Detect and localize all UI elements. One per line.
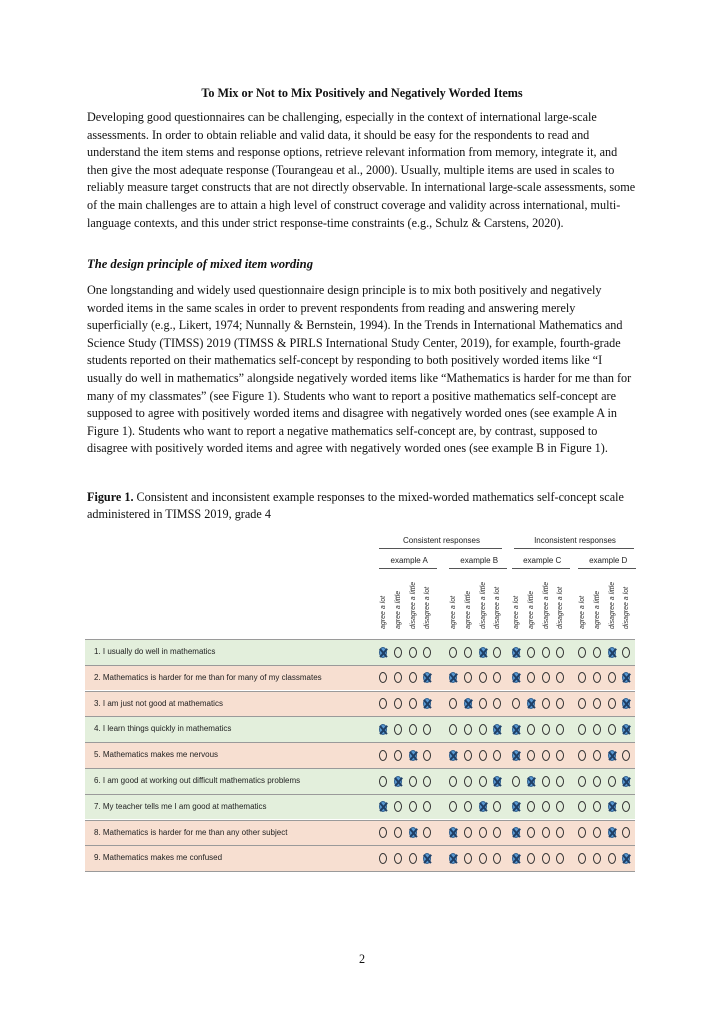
figure-example-rule: [512, 568, 570, 569]
figure-scale-label: disagree a little: [409, 581, 417, 629]
response-option-circle: [578, 827, 586, 838]
response-option-circle: [479, 672, 487, 683]
selected-response-marker: [449, 672, 457, 683]
response-option-circle: [527, 827, 535, 838]
selected-response-marker: [449, 827, 457, 838]
response-option-circle: [622, 647, 630, 658]
response-option-circle: [423, 801, 431, 812]
figure-item-text: 1. I usually do well in mathematics: [94, 647, 216, 656]
response-option-circle: [578, 801, 586, 812]
response-option-circle: [423, 647, 431, 658]
response-option-circle: [593, 750, 601, 761]
response-option-circle: [394, 647, 402, 658]
figure-caption: [87, 489, 639, 523]
response-option-circle: [622, 801, 630, 812]
response-option-circle: [608, 776, 616, 787]
response-option-circle: [464, 853, 472, 864]
figure-item-row: [85, 845, 635, 872]
figure-scale-label: disagree a lot: [424, 586, 432, 629]
response-option-circle: [493, 647, 501, 658]
response-option-circle: [394, 672, 402, 683]
selected-response-marker: [622, 698, 630, 709]
response-option-circle: [479, 698, 487, 709]
response-option-circle: [493, 698, 501, 709]
response-option-circle: [394, 827, 402, 838]
figure-scale-label: disagree a little: [542, 581, 550, 629]
selected-response-marker: [622, 672, 630, 683]
response-option-circle: [493, 853, 501, 864]
response-example-figure: [85, 532, 635, 872]
response-option-circle: [556, 801, 564, 812]
selected-response-marker: [464, 698, 472, 709]
selected-response-marker: [379, 724, 387, 735]
response-option-circle: [578, 724, 586, 735]
response-option-circle: [479, 724, 487, 735]
figure-item-row: [85, 639, 635, 665]
figure-group-label: Inconsistent responses: [534, 536, 616, 545]
figure-item-text: 5. Mathematics makes me nervous: [94, 750, 219, 760]
response-option-circle: [394, 724, 402, 735]
figure-item-text: 6. I am good at working out difficult mathematics problems: [94, 776, 301, 785]
selected-response-marker: [394, 776, 402, 787]
figure-scale-label: agree a little: [527, 590, 535, 629]
response-option-circle: [449, 801, 457, 812]
response-option-circle: [423, 776, 431, 787]
selected-response-marker: [512, 750, 520, 761]
response-option-circle: [527, 853, 535, 864]
selected-response-marker: [423, 698, 431, 709]
figure-scale-label: agree a little: [593, 590, 601, 629]
figure-item-text: 9. Mathematics makes me confused: [94, 853, 223, 863]
selected-response-marker: [493, 724, 501, 735]
figure-scale-label: disagree a little: [608, 581, 616, 629]
figure-scale-label: disagree a lot: [623, 586, 631, 629]
response-option-circle: [464, 724, 472, 735]
response-option-circle: [464, 776, 472, 787]
figure-scale-label: disagree a lot: [557, 586, 565, 629]
selected-response-marker: [608, 801, 616, 812]
figure-item-row: [85, 742, 635, 768]
figure-item-row: [85, 768, 635, 794]
figure-group-rule: [379, 548, 502, 549]
selected-response-marker: [622, 776, 630, 787]
response-option-circle: [394, 698, 402, 709]
response-option-circle: [542, 801, 550, 812]
response-option-circle: [593, 698, 601, 709]
response-option-circle: [409, 698, 417, 709]
figure-item-text: 7. My teacher tells me I am good at mathematics: [94, 801, 267, 811]
response-option-circle: [556, 698, 564, 709]
response-option-circle: [542, 698, 550, 709]
response-option-circle: [556, 724, 564, 735]
selected-response-marker: [608, 827, 616, 838]
response-option-circle: [622, 750, 630, 761]
response-option-circle: [593, 853, 601, 864]
response-option-circle: [527, 801, 535, 812]
response-option-circle: [542, 647, 550, 658]
figure-scale-label: disagree a lot: [494, 586, 502, 629]
paragraph-design-principle: One longstanding and widely used questionnaire design principle is to mix both positively and negatively worded items in the same scales in order to prevent respondents from reading and answering merely superficially (e.g., Likert, 1974; Nunnally & Bernstein, 1994). In the Trends in International Mathematics and Science Study (TIMSS) 2019 (TIMSS & PIRLS International Study Center, 2019), for example, fourth-grade students reported on their mathematics self-concept by responding to both positively worded items like “I usually do well in mathematics” alongside negatively worded items like “Mathematics is harder for me than for many of my classmates” (see Figure 1). Students who want to report a positive mathematics self-concept are supposed to agree with positively worded items and disagree with negatively worded ones (see example A in Figure 1). Students who want to report a negative mathematics self-concept are, by contrast, supposed to disagree with positively worded items and agree with negatively worded ones (see example B in Figure 1).: [87, 283, 632, 456]
response-option-circle: [542, 672, 550, 683]
response-option-circle: [527, 750, 535, 761]
response-option-circle: [423, 724, 431, 735]
response-option-circle: [593, 801, 601, 812]
response-option-circle: [512, 698, 520, 709]
selected-response-marker: [493, 776, 501, 787]
response-option-circle: [449, 724, 457, 735]
response-option-circle: [608, 853, 616, 864]
figure-item-row: [85, 820, 635, 846]
figure-example-rule: [449, 568, 507, 569]
response-option-circle: [578, 672, 586, 683]
response-option-circle: [394, 853, 402, 864]
response-option-circle: [593, 672, 601, 683]
figure-example-rule: [379, 568, 437, 569]
response-option-circle: [449, 698, 457, 709]
paper-title: To Mix or Not to Mix Positively and Negatively Worded Items: [201, 86, 523, 100]
response-option-circle: [593, 724, 601, 735]
response-option-circle: [578, 776, 586, 787]
response-option-circle: [479, 853, 487, 864]
figure-group-label: Consistent responses: [403, 536, 480, 545]
response-option-circle: [464, 750, 472, 761]
figure-example-label: example B: [460, 556, 499, 565]
response-option-circle: [542, 776, 550, 787]
response-option-circle: [409, 853, 417, 864]
response-option-circle: [527, 672, 535, 683]
figure-scale-label: agree a lot: [450, 595, 457, 629]
response-option-circle: [622, 827, 630, 838]
selected-response-marker: [512, 647, 520, 658]
figure-scale-label: agree a lot: [579, 595, 586, 629]
figure-example-label: example A: [390, 556, 428, 565]
figure-scale-label: agree a little: [394, 590, 402, 629]
response-option-circle: [449, 647, 457, 658]
response-option-circle: [379, 672, 387, 683]
response-option-circle: [479, 776, 487, 787]
response-option-circle: [379, 698, 387, 709]
selected-response-marker: [527, 776, 535, 787]
figure-caption-label: Figure 1.: [87, 490, 134, 504]
figure-item-text: 2. Mathematics is harder for me than for many of my classmates: [94, 672, 322, 682]
figure-example-rule: [578, 568, 636, 569]
response-option-circle: [409, 724, 417, 735]
response-option-circle: [608, 672, 616, 683]
response-option-circle: [593, 776, 601, 787]
response-option-circle: [379, 853, 387, 864]
response-option-circle: [493, 672, 501, 683]
figure-group-rule: [514, 548, 634, 549]
selected-response-marker: [622, 853, 630, 864]
response-option-circle: [464, 672, 472, 683]
selected-response-marker: [512, 853, 520, 864]
selected-response-marker: [512, 672, 520, 683]
response-option-circle: [493, 750, 501, 761]
selected-response-marker: [479, 801, 487, 812]
response-option-circle: [379, 827, 387, 838]
figure-item-text: 8. Mathematics is harder for me than any other subject: [94, 827, 288, 837]
response-option-circle: [556, 827, 564, 838]
figure-scale-label: agree a little: [464, 590, 472, 629]
selected-response-marker: [479, 647, 487, 658]
figure-item-text: 3. I am just not good at mathematics: [94, 698, 223, 708]
selected-response-marker: [379, 801, 387, 812]
selected-response-marker: [512, 724, 520, 735]
response-option-circle: [578, 750, 586, 761]
response-option-circle: [542, 724, 550, 735]
figure-example-label: example C: [523, 556, 562, 565]
response-option-circle: [479, 750, 487, 761]
figure-item-row: [85, 716, 635, 742]
response-option-circle: [409, 776, 417, 787]
response-option-circle: [464, 647, 472, 658]
selected-response-marker: [512, 827, 520, 838]
figure-item-row: [85, 665, 635, 691]
section-heading: The design principle of mixed item wording: [87, 257, 313, 271]
response-option-circle: [423, 750, 431, 761]
response-option-circle: [608, 724, 616, 735]
response-option-circle: [527, 647, 535, 658]
page-number: 2: [358, 952, 366, 966]
response-option-circle: [608, 698, 616, 709]
response-option-circle: [512, 776, 520, 787]
figure-example-label: example D: [589, 556, 628, 565]
response-option-circle: [556, 853, 564, 864]
response-option-circle: [542, 827, 550, 838]
response-option-circle: [479, 827, 487, 838]
figure-scale-label: disagree a little: [479, 581, 487, 629]
response-option-circle: [449, 776, 457, 787]
response-option-circle: [556, 750, 564, 761]
response-option-circle: [464, 801, 472, 812]
response-option-circle: [578, 647, 586, 658]
figure-item-row: [85, 691, 635, 717]
response-option-circle: [542, 750, 550, 761]
selected-response-marker: [622, 724, 630, 735]
response-option-circle: [394, 801, 402, 812]
figure-item-row: [85, 794, 635, 820]
selected-response-marker: [423, 672, 431, 683]
response-option-circle: [556, 647, 564, 658]
response-option-circle: [542, 853, 550, 864]
selected-response-marker: [379, 647, 387, 658]
response-option-circle: [493, 827, 501, 838]
response-option-circle: [527, 724, 535, 735]
figure-caption-text: Consistent and inconsistent example responses to the mixed-worded mathematics self-concept scale administered in TIMSS 2019, grade 4: [87, 490, 624, 522]
response-option-circle: [379, 750, 387, 761]
response-option-circle: [578, 698, 586, 709]
selected-response-marker: [423, 853, 431, 864]
response-option-circle: [593, 647, 601, 658]
response-option-circle: [394, 750, 402, 761]
response-option-circle: [379, 776, 387, 787]
selected-response-marker: [449, 853, 457, 864]
response-option-circle: [493, 801, 501, 812]
response-option-circle: [556, 776, 564, 787]
figure-scale-label: agree a lot: [380, 595, 387, 629]
response-option-circle: [578, 853, 586, 864]
selected-response-marker: [409, 750, 417, 761]
selected-response-marker: [409, 827, 417, 838]
selected-response-marker: [449, 750, 457, 761]
response-option-circle: [423, 827, 431, 838]
selected-response-marker: [608, 647, 616, 658]
response-option-circle: [409, 801, 417, 812]
selected-response-marker: [512, 801, 520, 812]
selected-response-marker: [527, 698, 535, 709]
response-option-circle: [409, 672, 417, 683]
figure-item-text: 4. I learn things quickly in mathematics: [94, 724, 232, 734]
paragraph-intro: Developing good questionnaires can be challenging, especially in the context of international large-scale assessments. In order to obtain reliable and valid data, it should be easy for the respondents to read and understand the item stems and response options, retrieve relevant information from memory, integrate it, and then give the most adequate response (Tourangeau et al., 2000). Usually, multiple items are used in scales to reliably measure target constructs that are not directly observable. In international large-scale assessments, some of the main challenges are to attain a high level of construct coverage and validity across international, multi-language contexts, and this under strict response-time constraints (e.g., Schulz & Carstens, 2020).: [87, 110, 636, 230]
response-option-circle: [464, 827, 472, 838]
response-option-circle: [556, 672, 564, 683]
response-option-circle: [593, 827, 601, 838]
selected-response-marker: [608, 750, 616, 761]
figure-scale-label: agree a lot: [513, 595, 520, 629]
response-option-circle: [409, 647, 417, 658]
